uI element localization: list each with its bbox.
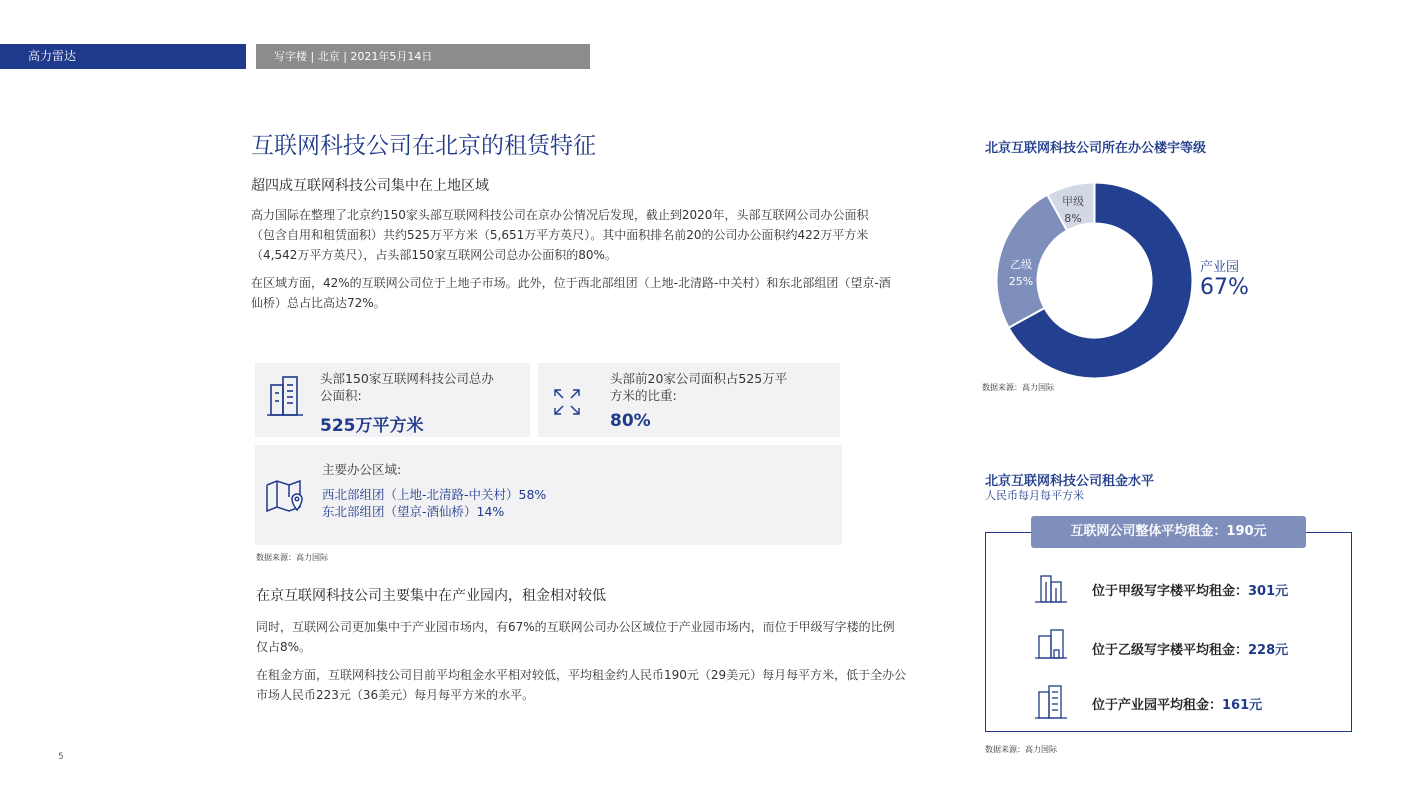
donut-label-park-name: 产业园 [1200,260,1240,275]
map-pin-icon [264,477,304,517]
card2-label-line2: 方米的比重: [610,388,677,403]
paragraph-3: 同时，互联网公司更加集中于产业园市场内，有67%的互联网公司办公区域位于产业园市场内，而位于甲级写字楼的比例仅占8%。 [256,620,895,654]
brand-label: 高力雷达 [28,49,77,63]
rent-row-park-label: 位于产业园平均租金： [1092,698,1223,713]
donut-label-grade-b-value: 25% [1008,275,1034,288]
card2-label-line1: 头部前20家公司面积占525万平 [610,371,788,386]
industrial-park-building-icon [1033,682,1069,722]
source-note-left: 数据来源：高力国际 [256,553,328,562]
card1-label-line2: 公面积: [320,388,362,403]
donut-label-park-value: 67% [1200,275,1249,300]
rent-row-park [1092,694,1262,713]
office-tower-icon [1033,570,1069,606]
paragraph-1: 高力国际在整理了北京约150家头部互联网科技公司在京办公情况后发现，截止到2020年，头部互联网公司办公面积（包含自用和租赁面积）共约525万平方米（5,651万平方英尺）。其中面积排名前20的公司办公面积约422万平方米（4,542万平方英尺），占头部150家互联网公司总办公面积的80%。 [251,208,869,262]
office-block-icon [1033,626,1069,662]
rent-row-grade-a-value: 301元 [1248,584,1289,599]
donut-label-industrial-park [1200,256,1249,300]
stat-card-total-area [255,363,530,437]
stat-card-top20-share [538,363,840,437]
source-note-chart: 数据来源：高力国际 [982,383,1054,392]
donut-label-grade-a-name: 甲级 [1062,195,1084,208]
rent-row-grade-b [1092,639,1288,658]
page-number: 5 [58,752,64,762]
paragraph-2: 在区域方面，42%的互联网公司位于上地子市场。此外，位于西北部组团（上地-北清路-中关村）和东北部组团（望京-酒仙桥）总占比高达72%。 [251,276,891,310]
stat-card-main-areas [255,445,842,545]
card1-value: 525万平方米 [320,416,424,436]
rent-row-grade-a-label: 位于甲级写字楼平均租金： [1092,584,1249,599]
card3-area-northwest: 西北部组团（上地-北清路-中关村）58% [322,487,547,502]
card1-label-line1: 头部150家互联网科技公司总办 [320,371,494,386]
expand-arrows-icon [552,387,582,417]
page-title: 互联网科技公司在北京的租赁特征 [251,133,596,159]
card3-label: 主要办公区域: [322,462,402,477]
source-note-rent: 数据来源：高力国际 [985,745,1057,754]
rent-row-grade-b-value: 228元 [1248,643,1289,658]
donut-label-grade-b [1003,256,1039,290]
donut-label-grade-a [1055,193,1091,227]
rent-row-grade-b-label: 位于乙级写字楼平均租金： [1092,643,1249,658]
rent-row-park-value: 161元 [1222,698,1263,713]
paragraph-4: 在租金方面，互联网科技公司目前平均租金水平相对较低，平均租金约人民币190元（29美元）每月每平方米，低于全办公市场人民币223元（36美元）每月每平方米的水平。 [256,668,907,702]
building-icon [265,373,305,419]
rent-overall-pill: 互联网公司整体平均租金：190元 [1031,516,1306,548]
section2-title: 在京互联网科技公司主要集中在产业园内，租金相对较低 [256,588,606,604]
rent-subtitle: 人民币每月每平方米 [985,489,1084,502]
breadcrumb-text: 写字楼 | 北京 | 2021年5月14日 [274,50,433,63]
donut-label-grade-b-name: 乙级 [1010,258,1032,271]
card2-value: 80% [610,411,651,431]
rent-row-grade-a [1092,580,1288,599]
chart-title: 北京互联网科技公司所在办公楼宇等级 [985,141,1207,156]
brand-bar [0,44,246,69]
card3-area-northeast: 东北部组团（望京-酒仙桥）14% [322,504,505,519]
donut-label-grade-a-value: 8% [1064,212,1082,225]
rent-title: 北京互联网科技公司租金水平 [985,474,1155,489]
section-subhead: 超四成互联网科技公司集中在上地区域 [251,178,489,194]
breadcrumb [256,44,590,69]
